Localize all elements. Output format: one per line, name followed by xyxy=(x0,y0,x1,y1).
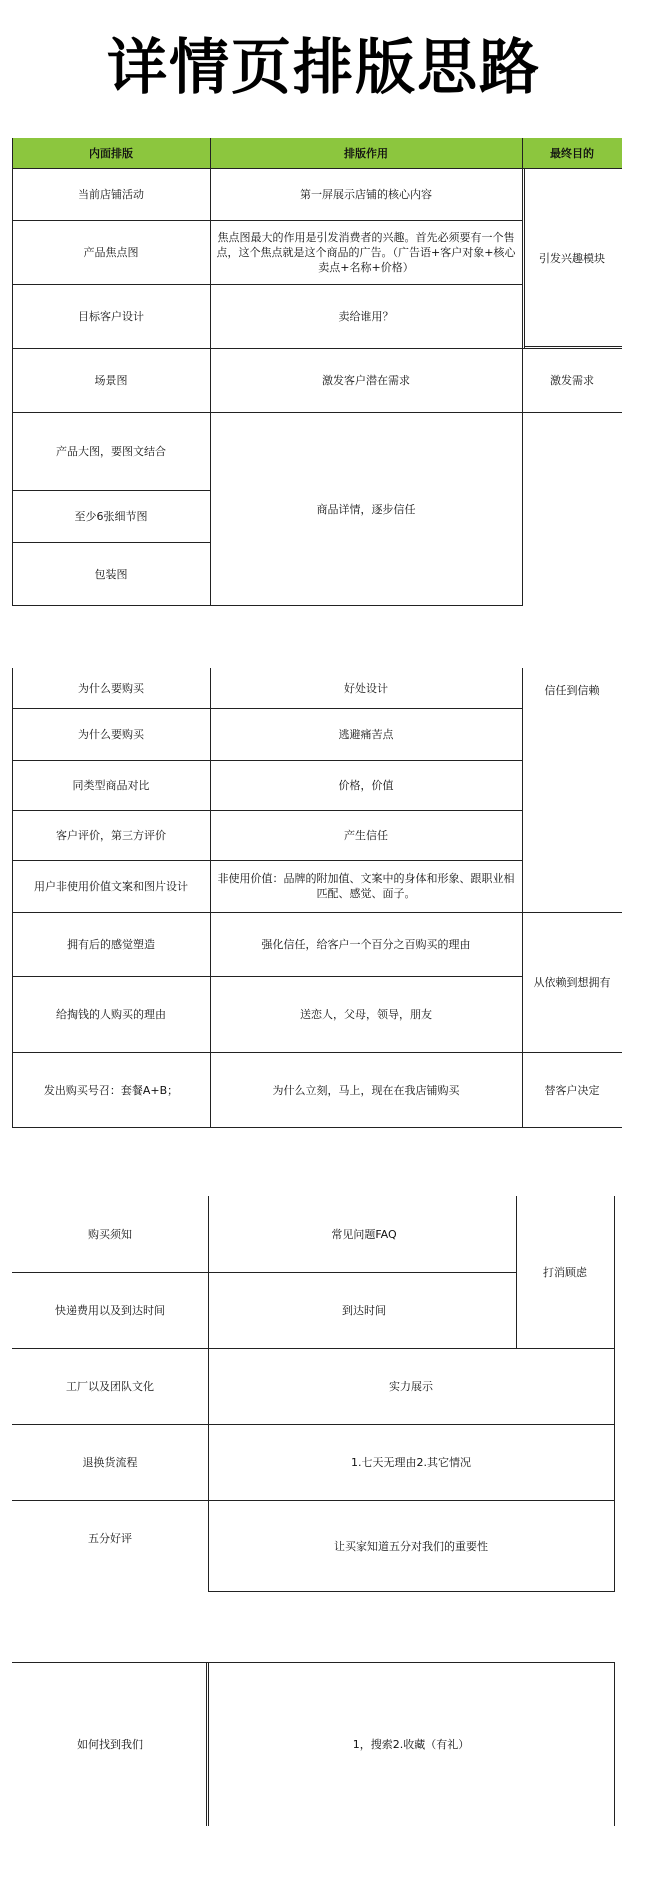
divider xyxy=(12,760,522,761)
divider xyxy=(12,708,522,709)
table-row-label: 产品大图，要图文结合 xyxy=(56,444,166,458)
divider xyxy=(12,542,210,543)
table-row-label: 为什么要购买 xyxy=(78,681,144,695)
table-cell-purpose: 强化信任，给客户一个百分之百购买的理由 xyxy=(261,937,471,951)
divider xyxy=(12,490,210,491)
divider xyxy=(522,668,523,1128)
divider xyxy=(208,1591,614,1592)
divider xyxy=(614,1196,615,1592)
divider xyxy=(12,1424,614,1425)
divider xyxy=(12,138,13,606)
table-cell-purpose: 好处设计 xyxy=(344,681,388,695)
divider xyxy=(12,1052,622,1053)
divider xyxy=(12,1127,622,1128)
header-purpose: 排版作用 xyxy=(210,138,522,168)
table-cell-purpose: 常见问题FAQ xyxy=(331,1227,397,1241)
table-row-label: 退换货流程 xyxy=(82,1455,138,1469)
table-cell-goal: 激发需求 xyxy=(550,373,594,387)
table-cell-goal: 引发兴趣模块 xyxy=(539,251,605,265)
divider xyxy=(12,668,13,1128)
divider xyxy=(12,220,522,221)
table-cell-purpose: 1.七天无理由2.其它情况 xyxy=(351,1455,471,1469)
table-cell-purpose: 到达时间 xyxy=(342,1303,386,1317)
table-cell-purpose: 让买家知道五分对我们的重要性 xyxy=(334,1539,488,1553)
table-cell-purpose: 非使用价值：品牌的附加值、文案中的身体和形象、跟职业相匹配、感觉、面子。 xyxy=(217,872,515,900)
table-row-label: 发出购买号召：套餐A+B； xyxy=(43,1083,179,1097)
table-cell-goal: 替客户决定 xyxy=(544,1083,600,1097)
divider xyxy=(12,348,622,349)
table-cell-purpose: 激发客户潜在需求 xyxy=(322,373,410,387)
divider xyxy=(12,1272,516,1273)
table-row-label: 购买须知 xyxy=(88,1227,132,1241)
divider xyxy=(522,138,523,606)
divider xyxy=(12,1662,614,1663)
divider xyxy=(12,860,522,861)
divider xyxy=(12,412,622,413)
divider xyxy=(524,346,622,347)
table-cell-purpose: 送恋人，父母，领导，朋友 xyxy=(300,1007,432,1021)
table-cell-purpose: 第一屏展示店铺的核心内容 xyxy=(300,187,432,201)
divider xyxy=(210,668,211,1128)
divider xyxy=(12,976,522,977)
divider xyxy=(208,1196,209,1592)
table-cell-purpose: 价格，价值 xyxy=(338,778,394,792)
divider xyxy=(516,1196,517,1348)
divider xyxy=(524,168,525,348)
table-row-label: 场景图 xyxy=(94,373,128,387)
table-cell-goal: 打消顾虑 xyxy=(543,1265,587,1279)
table-cell-purpose: 为什么立刻，马上，现在在我店铺购买 xyxy=(272,1083,460,1097)
divider xyxy=(12,810,522,811)
divider xyxy=(208,1662,209,1826)
table-cell-purpose: 焦点图最大的作用是引发消费者的兴趣。首先必须要有一个售点，这个焦点就是这个商品的广告。（广告语+客户对象+核心卖点+名称+价格） xyxy=(216,230,516,274)
table-row-label: 快递费用以及到达时间 xyxy=(55,1303,165,1317)
table-row-label: 给掏钱的人购买的理由 xyxy=(56,1007,166,1021)
divider xyxy=(12,1348,614,1349)
divider xyxy=(12,605,522,606)
table-row-label: 如何找到我们 xyxy=(77,1737,143,1751)
table-cell-purpose: 实力展示 xyxy=(389,1379,433,1393)
table-row-label: 目标客户设计 xyxy=(78,309,144,323)
header-layout: 内面排版 xyxy=(12,138,210,168)
table-row-label: 至少6张细节图 xyxy=(74,509,148,523)
table-row-label: 产品焦点图 xyxy=(83,245,139,259)
table-row-label: 工厂以及团队文化 xyxy=(66,1379,154,1393)
table-cell-purpose: 1，搜索2.收藏（有礼） xyxy=(352,1737,470,1751)
table-row-label: 为什么要购买 xyxy=(78,727,144,741)
header-goal: 最终目的 xyxy=(522,138,622,168)
table-row-label: 同类型商品对比 xyxy=(72,778,150,792)
page-title: 详情页排版思路 xyxy=(107,33,541,103)
divider xyxy=(206,1662,207,1826)
divider xyxy=(12,168,622,169)
divider xyxy=(12,1500,614,1501)
table-cell-purpose: 卖给谁用？ xyxy=(338,309,394,323)
divider xyxy=(210,138,211,606)
table-cell-goal: 从依赖到想拥有 xyxy=(533,975,611,989)
table-row-label: 拥有后的感觉塑造 xyxy=(67,937,155,951)
divider xyxy=(12,912,622,913)
table-row-label: 客户评价，第三方评价 xyxy=(56,828,166,842)
table-row-label: 包装图 xyxy=(94,567,128,581)
table-cell-goal: 信任到信赖 xyxy=(544,683,600,697)
table-cell-purpose: 产生信任 xyxy=(344,828,388,842)
table-row-label: 五分好评 xyxy=(88,1531,132,1545)
table-cell-purpose: 商品详情，逐步信任 xyxy=(316,502,416,516)
table-cell-purpose: 逃避痛苦点 xyxy=(338,727,394,741)
divider xyxy=(614,1662,615,1826)
table-row-label: 当前店铺活动 xyxy=(78,187,144,201)
divider xyxy=(12,284,522,285)
table-row-label: 用户非使用价值文案和图片设计 xyxy=(34,879,188,893)
